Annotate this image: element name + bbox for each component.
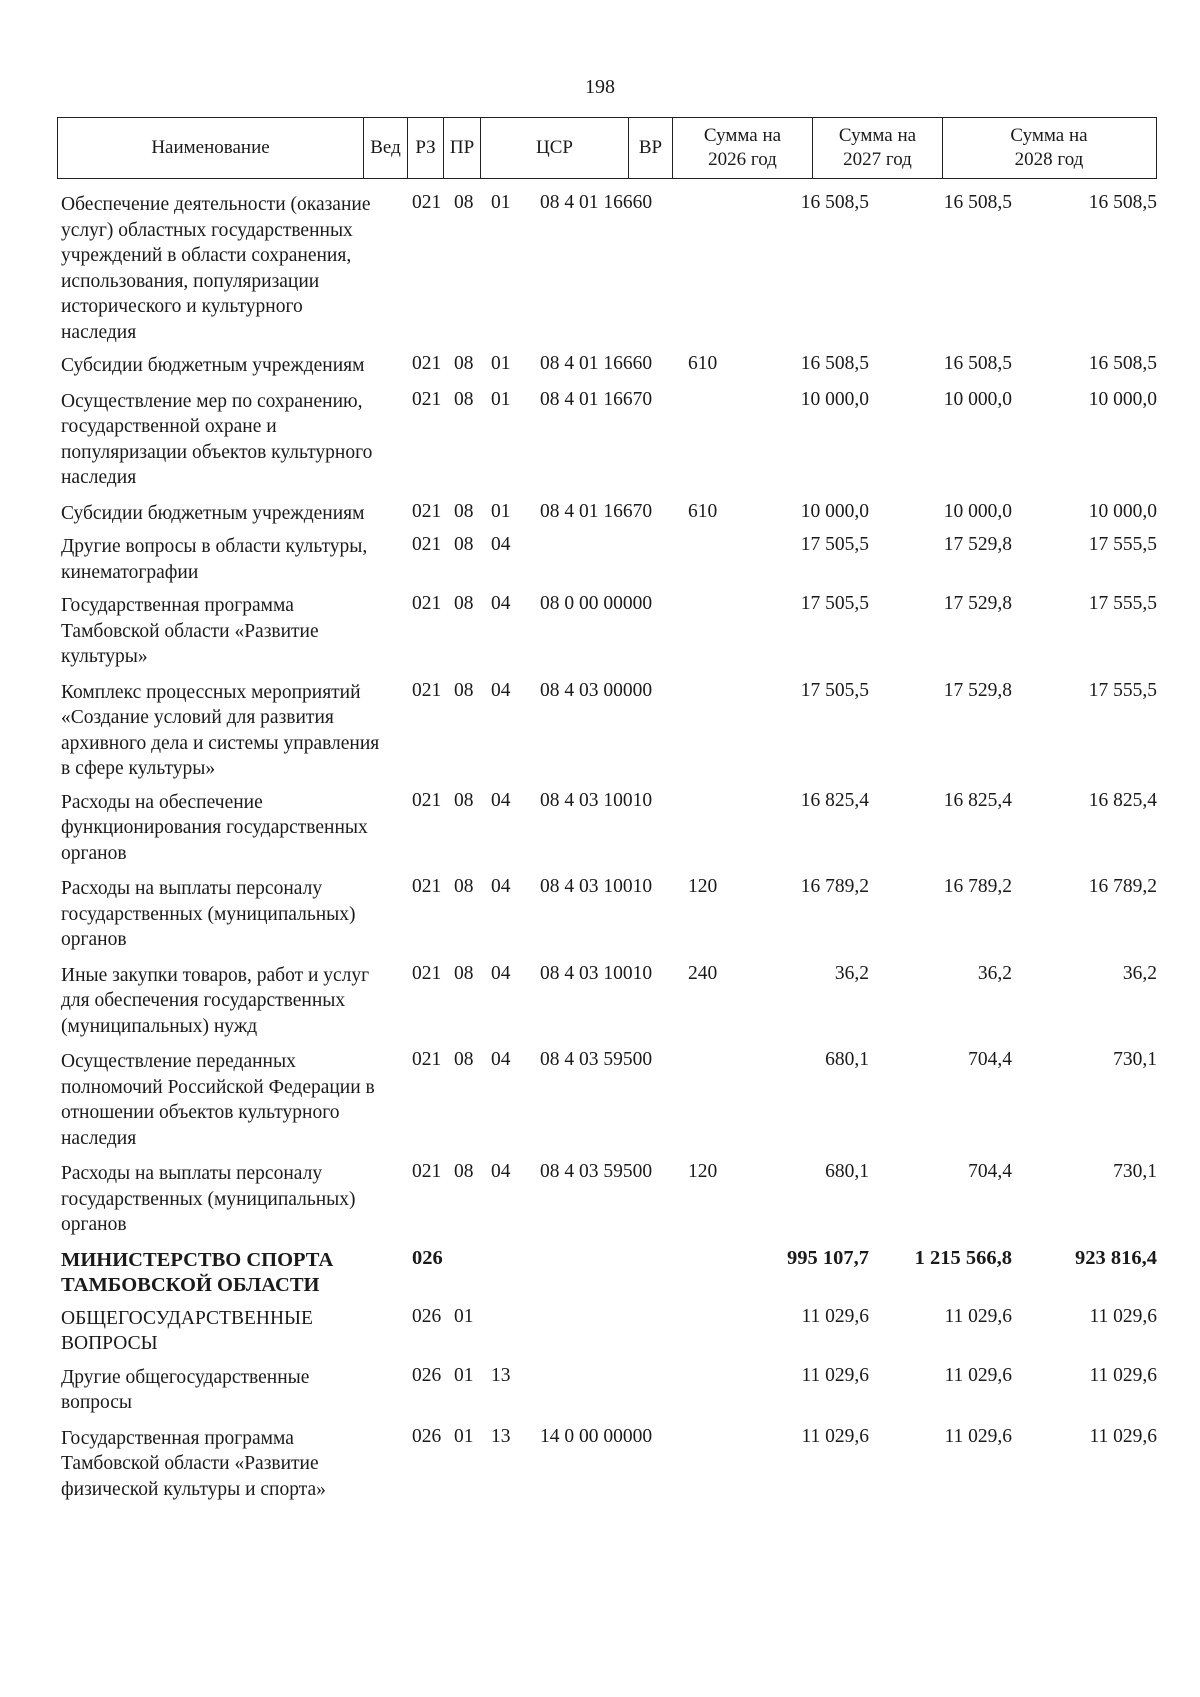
row-name: Расходы на выплаты персоналу государственных (муниципальных) органов: [61, 878, 356, 950]
row-sum-2027: 704,4: [968, 1049, 1012, 1070]
row-pr: 04: [491, 789, 511, 811]
row-vr: 610: [688, 500, 718, 522]
table-row: [57, 532, 1167, 587]
header-vr: ВР: [629, 118, 673, 178]
row-csr: 08 4 03 59500: [540, 1161, 653, 1182]
row-sum-2028: 730,1: [1113, 1161, 1157, 1182]
row-rz: 08: [454, 534, 474, 555]
row-sum-2027: 10 000,0: [943, 500, 1012, 522]
row-sum-2026: 10 000,0: [800, 388, 869, 410]
row-ved: 021: [412, 192, 442, 213]
row-ved: 021: [412, 1049, 442, 1070]
row-pr: 01: [491, 353, 511, 374]
row-name: Осуществление переданных полномочий Российской Федерации в отношении объектов культурного наследия: [61, 1051, 375, 1149]
row-rz: 08: [454, 192, 474, 213]
row-rz: 08: [454, 789, 474, 811]
row-vr: 120: [688, 1161, 718, 1182]
row-rz: 08: [454, 679, 474, 701]
row-sum-2026: 17 505,5: [800, 593, 869, 614]
row-rz: 08: [454, 876, 474, 897]
header-name: Наименование: [58, 118, 364, 178]
table-row: [57, 678, 1167, 784]
row-pr: 04: [491, 679, 511, 701]
table-row: [57, 1047, 1167, 1153]
row-sum-2028: 923 816,4: [1075, 1246, 1157, 1269]
row-sum-2028: 730,1: [1113, 1049, 1157, 1070]
row-rz: 08: [454, 500, 474, 522]
row-pr: 04: [491, 534, 511, 555]
row-sum-2028: 16 508,5: [1088, 353, 1157, 374]
row-sum-2026: 11 029,6: [801, 1364, 869, 1386]
row-name: Субсидии бюджетным учреждениям: [61, 502, 365, 524]
row-csr: 08 4 01 16660: [540, 353, 653, 374]
table-row: [57, 387, 1167, 493]
row-sum-2027: 17 529,8: [943, 679, 1012, 701]
table-row: [57, 1159, 1167, 1240]
row-rz: 08: [454, 1161, 474, 1182]
row-sum-2027: 36,2: [977, 962, 1012, 984]
row-sum-2028: 16 789,2: [1088, 876, 1157, 897]
row-ved: 026: [412, 1246, 443, 1269]
table-row: [57, 499, 1167, 529]
row-name: ОБЩЕГОСУДАРСТВЕННЫЕ ВОПРОСЫ: [61, 1307, 313, 1354]
row-csr: 08 4 01 16670: [540, 388, 653, 410]
row-sum-2026: 10 000,0: [800, 500, 869, 522]
row-csr: 08 4 03 10010: [540, 876, 653, 897]
table-row: [57, 1246, 1167, 1300]
row-vr: 610: [688, 353, 718, 374]
header-rz: РЗ: [408, 118, 444, 178]
row-sum-2026: 36,2: [834, 962, 869, 984]
row-sum-2026: 680,1: [825, 1161, 869, 1182]
row-sum-2028: 16 508,5: [1088, 192, 1157, 213]
row-csr: 14 0 00 00000: [540, 1425, 653, 1447]
table-row: [57, 961, 1167, 1042]
row-sum-2026: 17 505,5: [800, 679, 869, 701]
row-rz: 08: [454, 353, 474, 374]
row-sum-2028: 17 555,5: [1088, 679, 1157, 701]
row-name: Осуществление мер по сохранению, государственной охране и популяризации объектов культурного наследия: [61, 390, 373, 488]
row-name: Иные закупки товаров, работ и услуг для обеспечения государственных (муниципальных) нужд: [61, 964, 370, 1037]
row-name: Государственная программа Тамбовской области «Развитие культуры»: [61, 595, 319, 667]
row-ved: 021: [412, 876, 442, 897]
row-rz: 01: [454, 1305, 474, 1327]
row-sum-2026: 16 508,5: [800, 353, 869, 374]
table-row: [57, 190, 1167, 347]
row-pr: 04: [491, 1049, 511, 1070]
row-ved: 021: [412, 789, 442, 811]
row-sum-2027: 16 508,5: [943, 192, 1012, 213]
row-sum-2028: 11 029,6: [1089, 1364, 1157, 1386]
table-row: [57, 351, 1167, 381]
row-ved: 021: [412, 353, 442, 374]
row-csr: 08 0 00 00000: [540, 593, 653, 614]
row-sum-2026: 11 029,6: [801, 1425, 869, 1447]
table-header: [57, 117, 1157, 179]
row-sum-2028: 36,2: [1122, 962, 1157, 984]
table-body: [57, 190, 1167, 1510]
row-sum-2028: 10 000,0: [1088, 388, 1157, 410]
row-sum-2027: 16 825,4: [943, 789, 1012, 811]
row-sum-2028: 17 555,5: [1088, 534, 1157, 555]
row-sum-2028: 16 825,4: [1088, 789, 1157, 811]
row-ved: 021: [412, 500, 442, 522]
row-pr: 04: [491, 962, 511, 984]
row-pr: 01: [491, 192, 511, 213]
row-name: Обеспечение деятельности (оказание услуг) областных государственных учреждений в области сохранения, использования, популяризации исторического и культурного наследия: [61, 194, 371, 343]
row-ved: 021: [412, 679, 442, 701]
header-sum-2027: Сумма на 2027 год: [813, 118, 943, 178]
row-sum-2027: 704,4: [968, 1161, 1012, 1182]
row-sum-2026: 16 789,2: [800, 876, 869, 897]
row-sum-2028: 17 555,5: [1088, 593, 1157, 614]
table-row: [57, 788, 1167, 869]
table-row: [57, 1363, 1167, 1418]
row-sum-2027: 11 029,6: [944, 1425, 1012, 1447]
row-csr: 08 4 03 00000: [540, 679, 653, 701]
row-name: Расходы на выплаты персоналу государственных (муниципальных) органов: [61, 1163, 356, 1235]
row-name: Комплекс процессных мероприятий «Создание условий для развития архивного дела и системы управления в сфере культуры»: [61, 681, 380, 779]
row-rz: 01: [454, 1364, 474, 1386]
row-name: Субсидии бюджетным учреждениям: [61, 355, 365, 376]
row-pr: 13: [491, 1425, 511, 1447]
row-sum-2027: 17 529,8: [943, 593, 1012, 614]
header-csr: ЦСР: [481, 118, 629, 178]
table-row: [57, 1424, 1167, 1505]
row-csr: 08 4 03 10010: [540, 789, 653, 811]
row-sum-2028: 11 029,6: [1089, 1425, 1157, 1447]
row-sum-2026: 16 825,4: [800, 789, 869, 811]
row-ved: 026: [412, 1305, 442, 1327]
header-sum-2028: Сумма на 2028 год: [1010, 125, 1088, 170]
row-csr: 08 4 01 16670: [540, 500, 653, 522]
row-pr: 04: [491, 593, 511, 614]
row-sum-2027: 10 000,0: [943, 388, 1012, 410]
table-row: [57, 591, 1167, 672]
row-pr: 04: [491, 876, 511, 897]
row-name: Другие общегосударственные вопросы: [61, 1366, 310, 1413]
row-pr: 04: [491, 1161, 511, 1182]
table-row: [57, 1304, 1167, 1359]
row-sum-2027: 16 508,5: [943, 353, 1012, 374]
row-ved: 026: [412, 1425, 442, 1447]
row-ved: 021: [412, 534, 442, 555]
row-sum-2027: 17 529,8: [943, 534, 1012, 555]
header-pr: ПР: [444, 118, 481, 178]
table-row: [57, 874, 1167, 955]
row-sum-2027: 11 029,6: [944, 1305, 1012, 1327]
row-vr: 120: [688, 876, 718, 897]
row-ved: 021: [412, 1161, 442, 1182]
row-sum-2026: 11 029,6: [801, 1305, 869, 1327]
row-ved: 021: [412, 962, 442, 984]
row-sum-2027: 1 215 566,8: [914, 1246, 1012, 1269]
page-number: 198: [585, 76, 615, 98]
row-sum-2026: 680,1: [825, 1049, 869, 1070]
header-ved: Вед: [364, 118, 408, 178]
row-csr: 08 4 03 59500: [540, 1049, 653, 1070]
row-pr: 01: [491, 388, 511, 410]
row-sum-2026: 16 508,5: [800, 192, 869, 213]
row-vr: 240: [688, 962, 718, 984]
row-name: МИНИСТЕРСТВО СПОРТА ТАМБОВСКОЙ ОБЛАСТИ: [61, 1248, 334, 1296]
row-sum-2026: 995 107,7: [787, 1246, 869, 1269]
row-name: Другие вопросы в области культуры, кинематографии: [61, 536, 368, 583]
row-ved: 021: [412, 593, 442, 614]
row-rz: 08: [454, 388, 474, 410]
row-pr: 13: [491, 1364, 511, 1386]
row-csr: 08 4 01 16660: [540, 192, 653, 213]
row-name: Расходы на обеспечение функционирования государственных органов: [61, 791, 368, 864]
row-sum-2027: 11 029,6: [944, 1364, 1012, 1386]
row-rz: 08: [454, 1049, 474, 1070]
row-ved: 021: [412, 388, 442, 410]
row-name: Государственная программа Тамбовской области «Развитие физической культуры и спорта»: [61, 1427, 326, 1500]
row-pr: 01: [491, 500, 511, 522]
row-rz: 08: [454, 962, 474, 984]
row-ved: 026: [412, 1364, 442, 1386]
row-csr: 08 4 03 10010: [540, 962, 653, 984]
row-sum-2026: 17 505,5: [800, 534, 869, 555]
row-sum-2027: 16 789,2: [943, 876, 1012, 897]
row-rz: 08: [454, 593, 474, 614]
row-sum-2028: 10 000,0: [1088, 500, 1157, 522]
row-sum-2028: 11 029,6: [1089, 1305, 1157, 1327]
header-sum-2026: Сумма на 2026 год: [673, 118, 813, 178]
row-rz: 01: [454, 1425, 474, 1447]
